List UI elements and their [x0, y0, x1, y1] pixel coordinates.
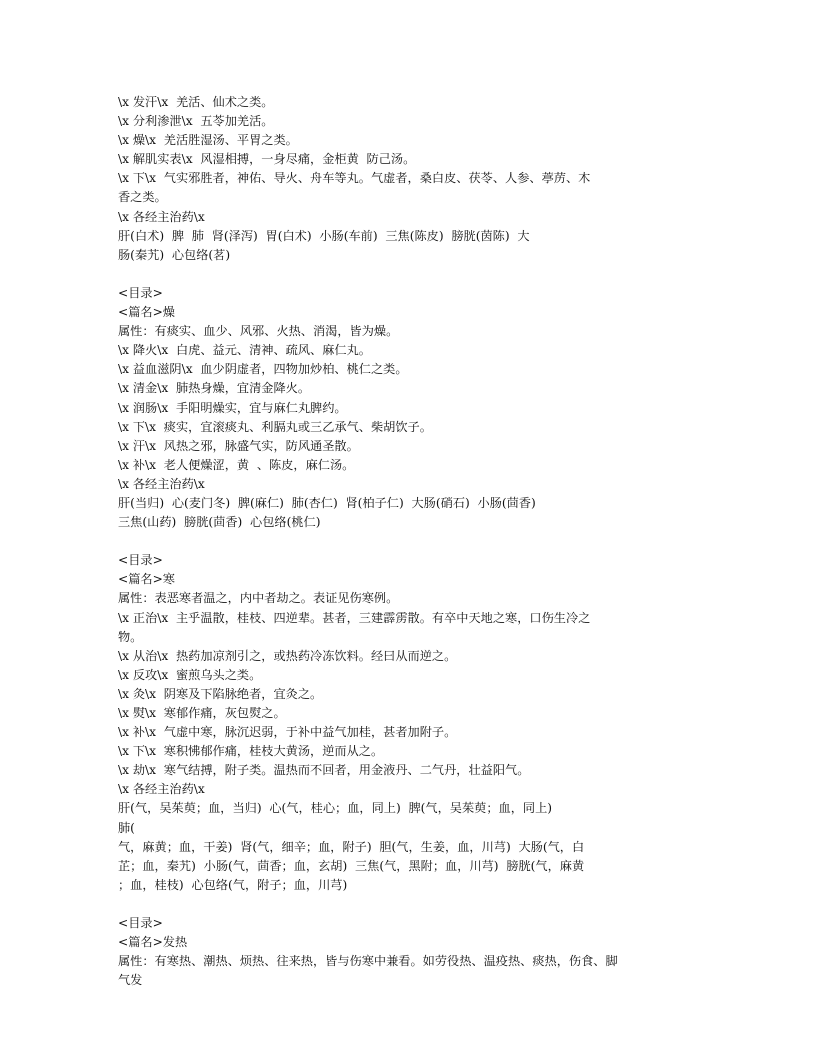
text-line: \x 灸\x 阴寒及下陷脉绝者，宜灸之。 — [118, 686, 323, 701]
section-shi-treatments — [118, 93, 698, 265]
text-line: 香之类。 — [118, 190, 167, 205]
text-line: \x 各经主治药\x — [118, 476, 205, 491]
text-line: \x 下\x 气实邪胜者，神佑、导火、舟车等丸。气虚者，桑白皮、茯苓、人参、葶苈、木 — [118, 171, 591, 186]
text-line: \x 益血滋阴\x 血少阴虚者，四物加炒柏、桃仁之类。 — [118, 362, 408, 377]
section-gap — [118, 265, 698, 284]
attribute-line: 属性：有痰实、血少、风邪、火热、消渴，皆为燥。 — [118, 324, 399, 339]
text-line: \x 各经主治药\x — [118, 209, 205, 224]
text-line: 气，麻黄；血，干姜) 肾(气，细辛；血，附子) 胆(气，生姜，血，川芎) 大肠(气，白 — [118, 839, 585, 854]
text-line: 气发 — [118, 973, 143, 988]
section-gap — [118, 532, 698, 551]
text-line: 肝(白术) 脾 肺 肾(泽泻) 胃(白术) 小肠(车前) 三焦(陈皮) 膀胱(茵陈) 大 — [118, 228, 530, 243]
text-line: \x 清金\x 肺热身燥，宜清金降火。 — [118, 381, 311, 396]
text-line: \x 从治\x 热药加凉剂引之，或热药冷冻饮料。经曰从而逆之。 — [118, 648, 457, 663]
document-page — [118, 93, 698, 990]
text-line: \x 发汗\x 羌活、仙术之类。 — [118, 95, 274, 109]
text-line: 三焦(山药) 膀胱(茴香) 心包络(桃仁) — [118, 515, 321, 530]
section-fare — [118, 914, 698, 990]
text-line: \x 分利渗泄\x 五苓加羌活。 — [118, 114, 274, 129]
text-line: \x 反攻\x 蜜煎乌头之类。 — [118, 667, 262, 682]
text-line: \x 解肌实表\x 风湿相搏，一身尽痛，金柜黄 防己汤。 — [118, 152, 416, 167]
toc-marker: <目录> — [118, 916, 163, 931]
attribute-line: 属性：有寒热、潮热、烦热、往来热，皆与伤寒中兼看。如劳役热、温疫热、痰热，伤食、脚 — [118, 954, 618, 969]
toc-marker: <目录> — [118, 285, 163, 300]
text-line: 肠(秦艽) 心包络(茗) — [118, 247, 231, 262]
text-line: \x 补\x 气虚中寒，脉沉迟弱，于补中益气加桂，甚者加附子。 — [118, 725, 457, 740]
section-title: <篇名>燥 — [118, 305, 175, 320]
section-zao — [118, 284, 698, 532]
text-line: \x 下\x 痰实，宜滚痰丸、利膈丸或三乙承气、柴胡饮子。 — [118, 419, 432, 434]
text-line: \x 补\x 老人便燥涩，黄 、陈皮，麻仁汤。 — [118, 457, 355, 472]
text-line: \x 下\x 寒积怫郁作痛，桂枝大黄汤，逆而从之。 — [118, 744, 384, 759]
section-title: <篇名>寒 — [118, 572, 175, 587]
text-line: 物。 — [118, 629, 143, 644]
section-title: <篇名>发热 — [118, 935, 188, 950]
text-line: 肺( — [118, 820, 135, 835]
text-line: \x 熨\x 寒郁作痛，灰包熨之。 — [118, 706, 286, 720]
section-han — [118, 551, 698, 895]
text-line: \x 降火\x 白虎、益元、清神、疏风、麻仁丸。 — [118, 343, 371, 358]
text-line: \x 汗\x 风热之邪，脉盛气实，防风通圣散。 — [118, 438, 359, 453]
text-line: \x 劫\x 寒气结搏，附子类。温热而不回者，用金液丹、二气丹，壮益阳气。 — [118, 763, 530, 778]
section-gap — [118, 895, 698, 914]
text-line: \x 正治\x 主乎温散，桂枝、四逆辈。甚者，三建霹雳散。有卒中天地之寒，口伤生冷之 — [118, 610, 591, 625]
text-line: 芷；血，秦艽) 小肠(气，茴香；血，玄胡) 三焦(气，黑附；血，川芎) 膀胱(气，麻黄 — [118, 858, 585, 873]
text-line: \x 润肠\x 手阳明燥实，宜与麻仁丸脾约。 — [118, 400, 347, 415]
text-line: ；血，桂枝) 心包络(气，附子；血，川芎) — [118, 877, 348, 892]
text-line: 肝(气，吴茱萸；血，当归) 心(气，桂心；血，同上) 脾(气，吴茱萸；血，同上) — [118, 801, 553, 816]
text-line: \x 各经主治药\x — [118, 782, 205, 797]
attribute-line: 属性：表恶寒者温之，内中者劫之。表证见伤寒例。 — [118, 591, 399, 606]
text-line: \x 燥\x 羌活胜湿汤、平胃之类。 — [118, 133, 298, 148]
text-line: 肝(当归) 心(麦门冬) 脾(麻仁) 肺(杏仁) 肾(柏子仁) 大肠(硝石) 小肠(茴香) — [118, 495, 536, 510]
toc-marker: <目录> — [118, 553, 163, 568]
